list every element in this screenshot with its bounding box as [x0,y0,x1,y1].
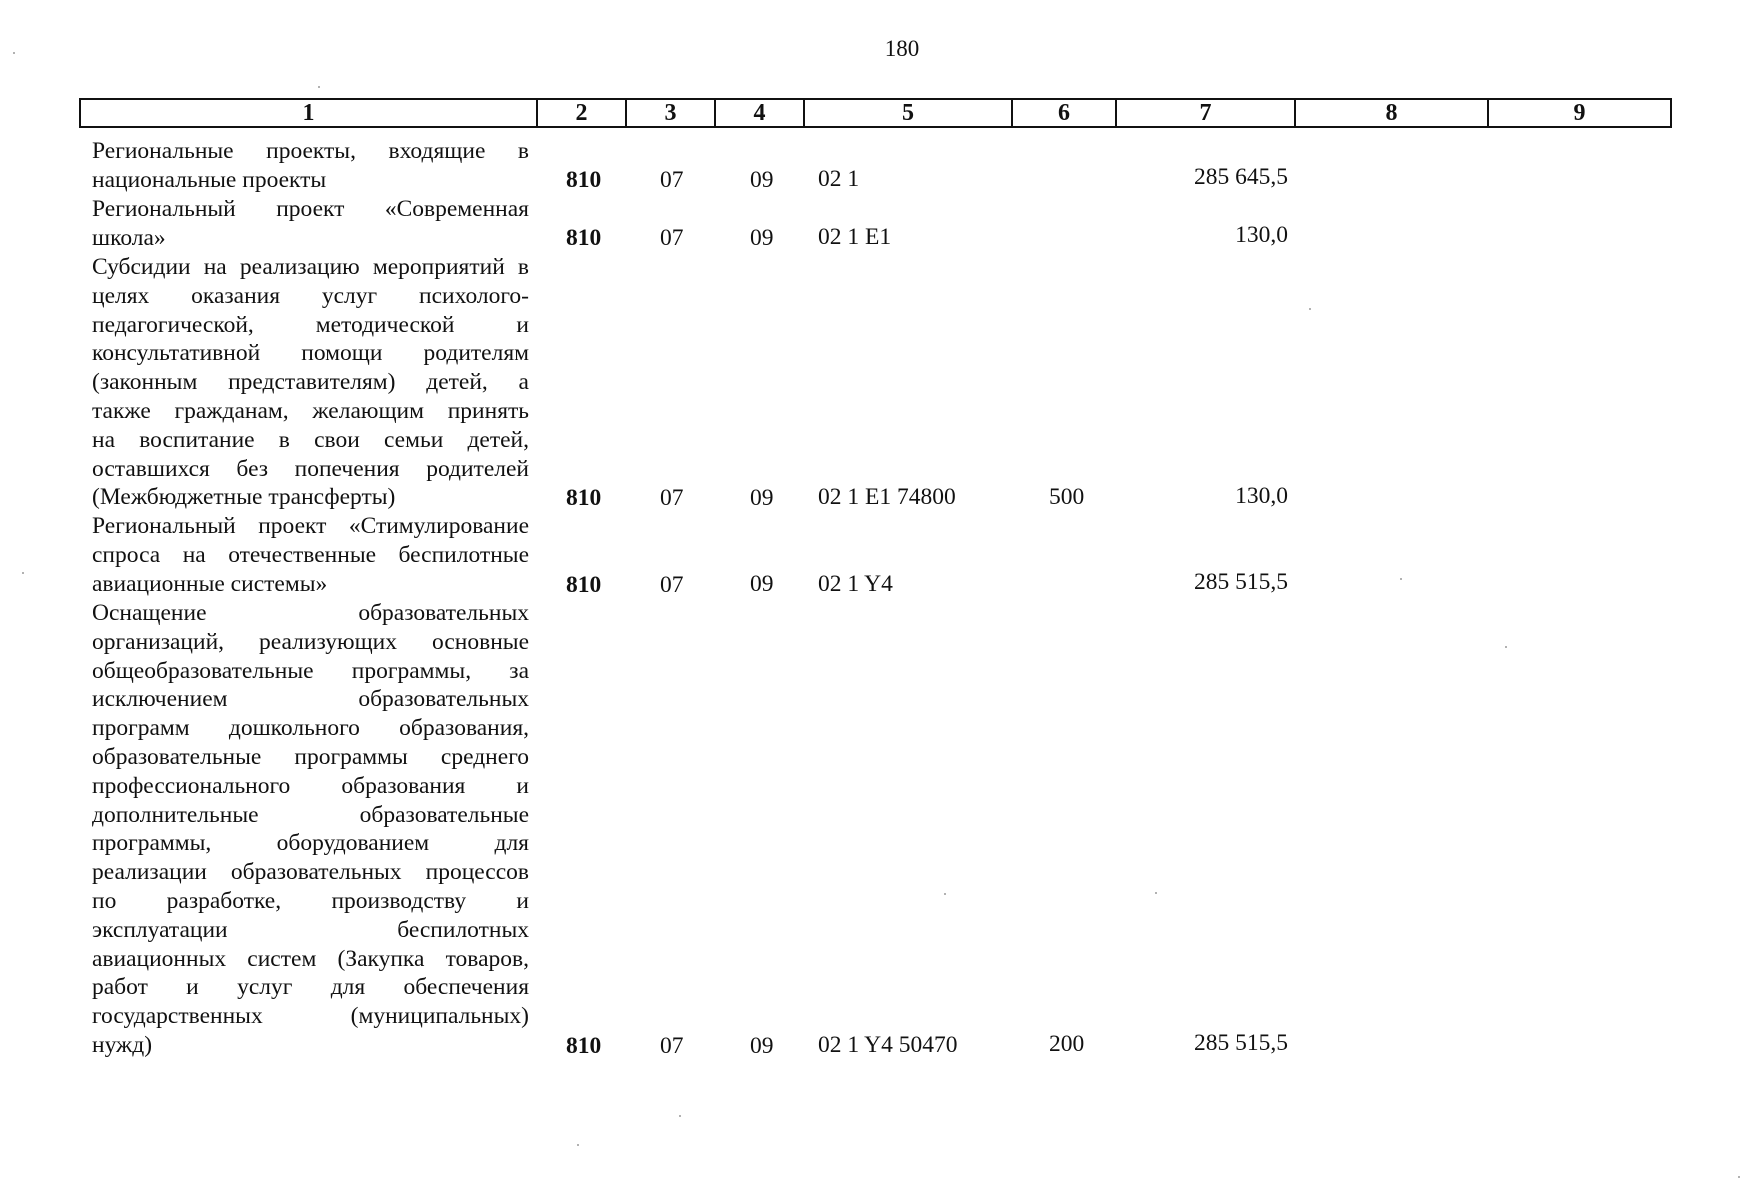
description-line: эксплуатации беспилотных [92,916,529,943]
scan-speck [944,893,946,895]
description-line: авиационных систем (Закупка товаров, [92,945,529,972]
column-header-9: 9 [1488,99,1671,127]
column-header-5: 5 [804,99,1012,127]
description-line: нужд) [92,1031,153,1058]
row-target-article: 02 1 Y4 50470 [818,1032,958,1058]
description-line: образовательные программы среднего [92,743,529,770]
row-description [92,137,529,195]
description-line: Региональный проект «Современная [92,196,529,222]
scan-speck [13,52,15,54]
row-section: 07 [660,225,684,251]
row-code: 810 [566,167,602,193]
description-line: консультативной помощи родителям [92,340,529,367]
scan-speck [1738,1176,1740,1178]
scan-speck [22,572,24,574]
row-expense-type: 500 [1049,484,1085,510]
row-subsection: 09 [750,167,774,193]
description-line: организаций, реализующих основные [92,628,529,655]
page-number: 180 [884,36,920,61]
column-header-7: 7 [1116,99,1295,127]
description-line: также гражданам, желающим принять [92,397,529,424]
row-amount: 285 515,5 [1194,569,1288,595]
row-target-article: 02 1 [818,166,860,192]
row-expense-type: 200 [1049,1031,1085,1057]
row-code: 810 [566,485,602,511]
description-line: авиационные системы» [92,570,328,597]
column-header-4: 4 [715,99,804,127]
description-line: работ и услуг для обеспечения [92,974,529,1001]
row-subsection: 09 [750,571,774,597]
row-target-article: 02 1 E1 [818,224,892,250]
scan-speck [1155,892,1157,894]
column-header-2: 2 [537,99,626,127]
description-line: профессионального образования и [92,772,529,799]
scan-speck [1309,308,1311,310]
description-line: Оснащение образовательных [92,600,529,626]
row-description [92,512,529,598]
row-subsection: 09 [750,485,774,511]
column-header-8: 8 [1295,99,1488,127]
description-line: национальные проекты [92,166,327,193]
scan-speck [1400,578,1402,580]
column-header-1: 1 [80,99,537,127]
description-line: целях оказания услуг психолого- [92,282,529,309]
description-line: программы, оборудованием для [92,830,529,857]
row-target-article: 02 1 E1 74800 [818,484,956,510]
description-line: Региональный проект «Стимулирование [92,513,529,539]
row-section: 07 [660,167,684,193]
row-section: 07 [660,485,684,511]
description-line: оставшихся без попечения родителей [92,455,529,482]
description-line: (Межбюджетные трансферты) [92,484,396,511]
description-line: Региональные проекты, входящие в [92,138,529,164]
description-line: дополнительные образовательные [92,801,529,828]
row-code: 810 [566,1033,602,1059]
scan-speck [577,1144,579,1146]
row-amount: 285 645,5 [1194,164,1288,190]
row-amount: 130,0 [1235,483,1288,509]
scan-speck [318,86,320,88]
description-line: общеобразовательные программы, за [92,657,529,684]
column-header-6: 6 [1012,99,1116,127]
column-header-row [79,98,1672,128]
row-description [92,599,529,1060]
description-line: исключением образовательных [92,686,529,713]
scan-speck [1505,646,1507,648]
description-line: Субсидии на реализацию мероприятий в [92,254,529,280]
column-header-3: 3 [626,99,715,127]
row-subsection: 09 [750,225,774,251]
row-description [92,195,529,253]
scan-speck [679,1115,681,1117]
description-line: государственных (муниципальных) [92,1003,529,1030]
row-description [92,253,529,512]
description-line: педагогической, методической и [92,311,529,338]
row-section: 07 [660,1033,684,1059]
row-subsection: 09 [750,1033,774,1059]
row-amount: 130,0 [1235,222,1288,248]
row-target-article: 02 1 Y4 [818,571,893,597]
description-line: (законным представителям) детей, а [92,369,529,396]
description-line: школа» [92,224,166,251]
description-line: на воспитание в свои семьи детей, [92,426,529,453]
description-line: по разработке, производству и [92,887,529,914]
row-amount: 285 515,5 [1194,1030,1288,1056]
description-line: реализации образовательных процессов [92,859,529,886]
row-section: 07 [660,572,684,598]
row-code: 810 [566,225,602,251]
row-code: 810 [566,572,602,598]
description-line: спроса на отечественные беспилотные [92,541,529,568]
description-line: программ дошкольного образования, [92,715,529,742]
